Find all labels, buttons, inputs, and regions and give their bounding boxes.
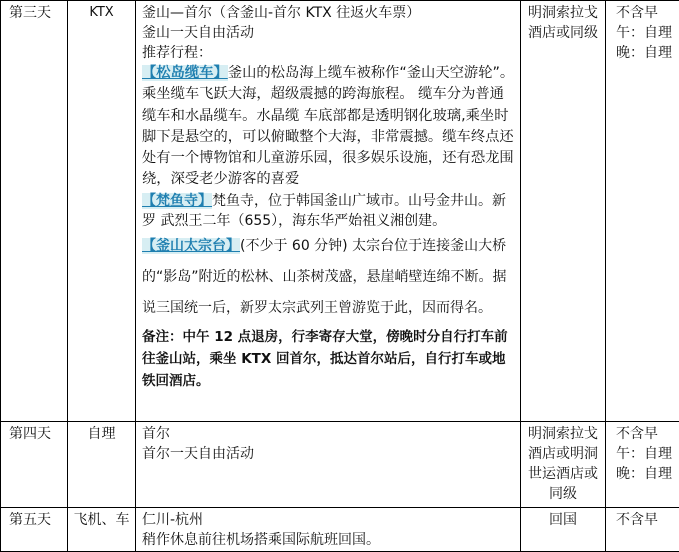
hotel-info: 回国 [521, 508, 606, 552]
spot-tag: 【松岛缆车】 [142, 65, 228, 81]
day-label: 第五天 [1, 508, 68, 552]
route-subtitle: 釜山一天自由活动 [142, 23, 516, 43]
hotel-info: 明洞索拉戈酒店或同级 [521, 1, 606, 422]
spot-paragraph [142, 231, 516, 324]
route-title: 釜山—首尔（含釜山-首尔 KTX 往返火车票） [142, 3, 516, 23]
hotel-info: 明洞索拉戈酒店或明洞世运酒店或同级 [521, 422, 606, 508]
day-label: 第三天 [1, 1, 68, 422]
transport-label: 飞机、车 [68, 508, 136, 552]
spot-description: 梵鱼寺，位于韩国釜山广域市。山号金井山。新罗 武烈王二年（655），海东华严始祖义湘创建。 [142, 193, 506, 229]
route-subtitle: 稍作休息前往机场搭乘国际航班回国。 [142, 530, 516, 550]
spot-paragraph [142, 191, 516, 231]
recommend-heading: 推荐行程： [142, 43, 516, 63]
itinerary-detail [136, 422, 521, 508]
route-subtitle: 首尔一天自由活动 [142, 444, 516, 464]
table-row [1, 508, 679, 552]
transport-label: 自理 [68, 422, 136, 508]
day-label: 第四天 [1, 422, 68, 508]
spot-description: 釜山的松岛海上缆车被称作“釜山天空游轮”。乘坐缆车飞跃大海，超级震撼的跨海旅程。 缆车分为普通缆车和水晶缆车。水晶缆 车底部都是透明钢化玻璃,乘坐时脚下是悬空的，可以俯瞰整个大海，非常震撼。缆车终点还处有一个博物馆和儿童游乐园，很多娱乐设施，还有恐龙围绕，深受老少游客的喜爱 [142, 65, 514, 187]
itinerary-detail [136, 508, 521, 552]
itinerary-detail [136, 1, 521, 422]
meal-info: 不含早 [606, 508, 679, 552]
meal-info: 不含早 午：自理 晚：自理 [606, 1, 679, 422]
spot-tag: 【梵鱼寺】 [142, 193, 212, 209]
route-title: 首尔 [142, 424, 516, 444]
route-title: 仁川-杭州 [142, 510, 516, 530]
meal-info: 不含早 午：自理 晚：自理 [606, 422, 679, 508]
table-row [1, 422, 679, 508]
note-text: 备注：中午 12 点退房，行李寄存大堂，傍晚时分自行打车前往釜山站，乘坐 KTX 回首尔，抵达首尔站后，自行打车或地铁回酒店。 [142, 326, 516, 392]
spot-tag: 【釜山太宗台】 [142, 238, 240, 254]
transport-label: KTX [68, 1, 136, 422]
table-row [1, 1, 679, 422]
spot-paragraph [142, 63, 516, 191]
spot-description: (不少于 60 分钟) 太宗台位于连接釜山大桥的“影岛”附近的松林、山茶树茂盛，悬崖峭壁连绵不断。据说三国统一后，新罗太宗武列王曾游览于此，因而得名。 [142, 238, 507, 316]
